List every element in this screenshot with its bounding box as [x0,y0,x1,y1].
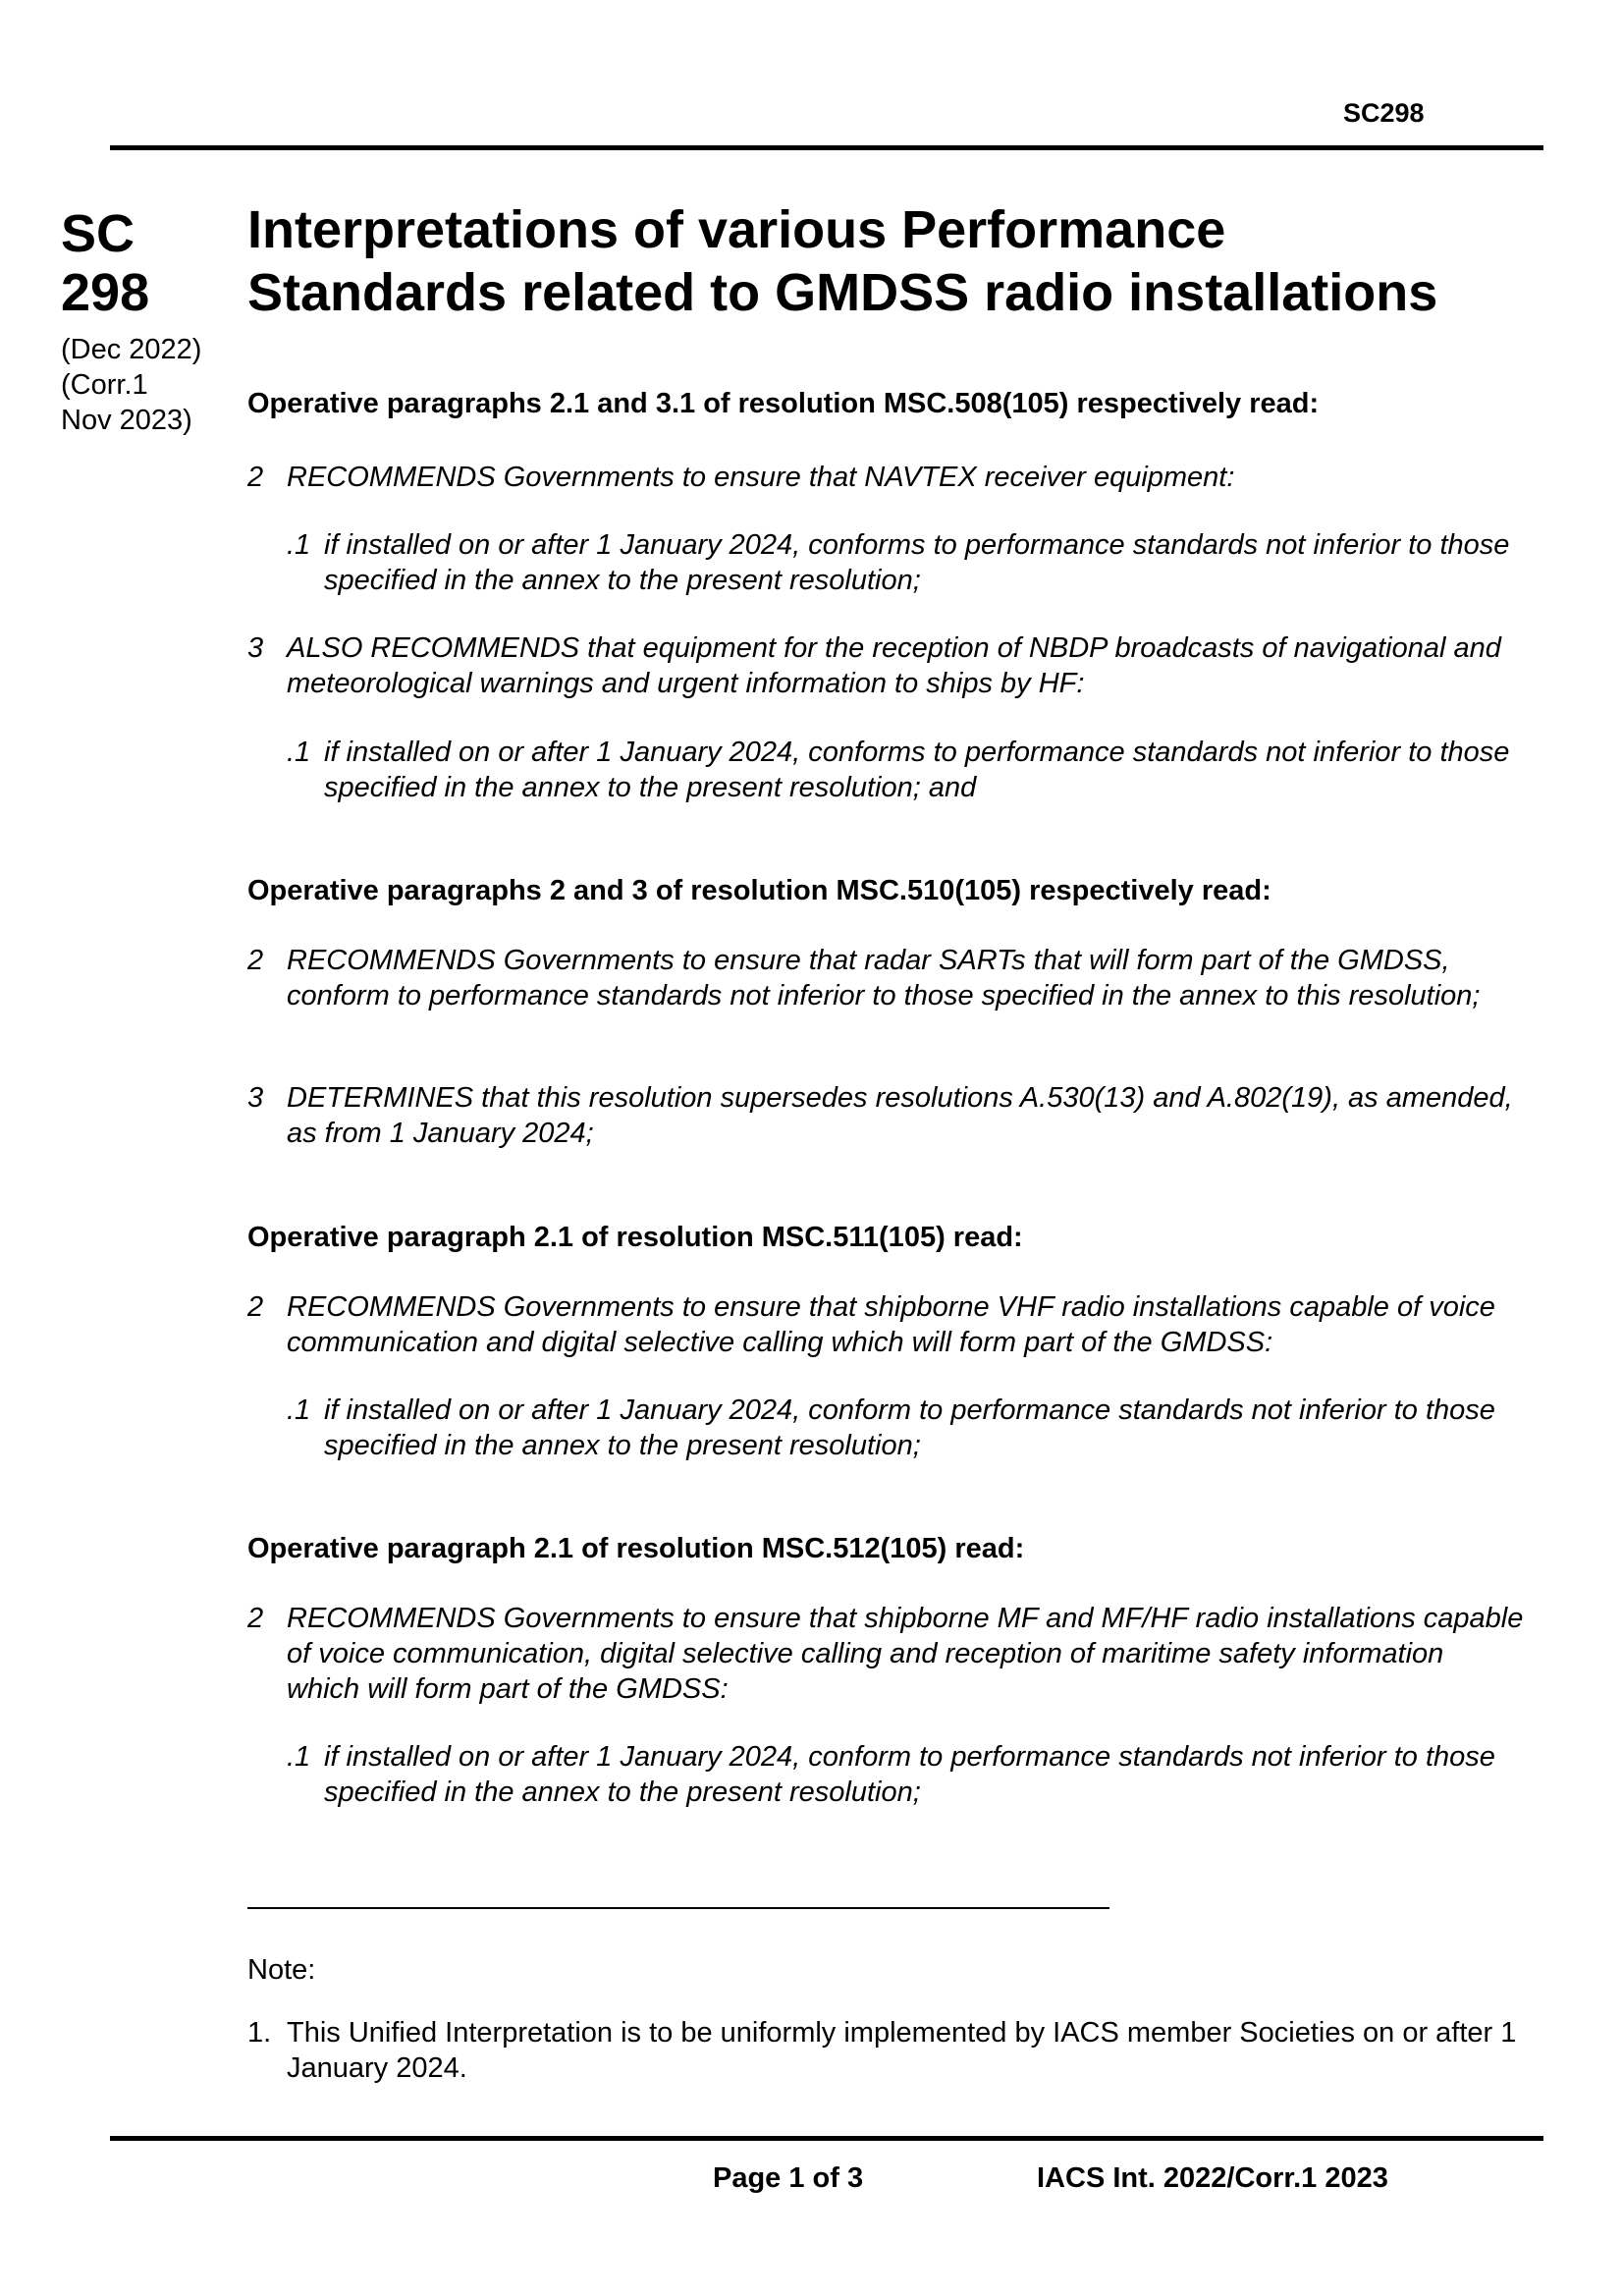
footer-rule [110,2136,1543,2141]
section-heading: Operative paragraphs 2.1 and 3.1 of resolution MSC.508(105) respectively read: [247,388,1320,419]
paragraph-number: 2 [247,945,264,976]
paragraph-text: RECOMMENDS Governments to ensure that shipborne MF and MF/HF radio installations capable of voice communication, digital selective calling and reception of maritime safety information which will form part of the GMDSS: [287,1603,1524,1705]
sub-paragraph [287,1739,1534,1810]
sub-paragraph [287,735,1534,805]
header-code: SC298 [1343,98,1425,128]
note-item [247,2015,1524,2086]
paragraph-text: DETERMINES that this resolution supersedes resolutions A.530(13) and A.802(19), as amended, as from 1 January 2024; [287,1082,1513,1149]
sub-paragraph-text: if installed on or after 1 January 2024, conform to performance standards not inferior to those specified in the annex to the present resolution; [324,1394,1495,1461]
sub-paragraph [287,527,1534,598]
side-meta-line1: (Dec 2022) [61,334,202,365]
sub-paragraph [287,1393,1534,1463]
note-separator [247,1907,1109,1909]
section-heading: Operative paragraph 2.1 of resolution MSC.512(105) read: [247,1533,1025,1564]
paragraph-number: 2 [247,1291,264,1323]
paragraph-text: RECOMMENDS Governments to ensure that shipborne VHF radio installations capable of voice communication and digital selective calling which will form part of the GMDSS: [287,1291,1495,1358]
sub-paragraph-text: if installed on or after 1 January 2024, conforms to performance standards not inferior to those specified in the annex to the present resolution; and [324,737,1510,803]
paragraph [247,630,1524,701]
side-meta-line2: (Corr.1 [61,369,148,401]
side-meta [61,332,201,438]
paragraph-number: 2 [247,462,264,493]
note-label: Note: [247,1954,316,1986]
side-code-line2: 298 [61,263,150,322]
sub-paragraph-number: .1 [287,1394,311,1426]
paragraph [247,943,1524,1013]
page-number: Page 1 of 3 [713,2162,864,2194]
section-heading: Operative paragraphs 2 and 3 of resolution MSC.510(105) respectively read: [247,875,1271,906]
paragraph [247,1289,1524,1360]
document-reference: IACS Int. 2022/Corr.1 2023 [1037,2162,1388,2194]
paragraph-number: 2 [247,1603,264,1634]
paragraph [247,1601,1524,1707]
title-line1: Interpretations of various Performance [247,200,1226,259]
sub-paragraph-text: if installed on or after 1 January 2024, conform to performance standards not inferior to those specified in the annex to the present resolution; [324,1741,1495,1808]
paragraph-text: ALSO RECOMMENDS that equipment for the reception of NBDP broadcasts of navigational and meteorological warnings and urgent information to ships by HF: [287,632,1501,699]
note-item-text: This Unified Interpretation is to be uniformly implemented by IACS member Societies on or after 1 January 2024. [287,2017,1517,2084]
paragraph-number: 3 [247,632,264,664]
sub-paragraph-text: if installed on or after 1 January 2024, conforms to performance standards not inferior to those specified in the annex to the present resolution; [324,529,1510,596]
page-title [247,198,1563,324]
note-item-number: 1. [247,2017,272,2049]
paragraph-text: RECOMMENDS Governments to ensure that NAVTEX receiver equipment: [287,462,1235,493]
paragraph [247,460,1524,495]
paragraph-number: 3 [247,1082,264,1114]
side-code-line1: SC [61,204,135,263]
sub-paragraph-number: .1 [287,737,311,768]
paragraph [247,1080,1524,1151]
title-line2: Standards related to GMDSS radio installations [247,263,1438,322]
side-meta-line3: Nov 2023) [61,405,192,436]
side-code [61,204,149,322]
header-rule [110,145,1543,150]
section-heading: Operative paragraph 2.1 of resolution MSC.511(105) read: [247,1222,1023,1253]
sub-paragraph-number: .1 [287,1741,311,1773]
sub-paragraph-number: .1 [287,529,311,561]
paragraph-text: RECOMMENDS Governments to ensure that radar SARTs that will form part of the GMDSS, conform to performance standards not inferior to those specified in the annex to this resolution; [287,945,1481,1011]
